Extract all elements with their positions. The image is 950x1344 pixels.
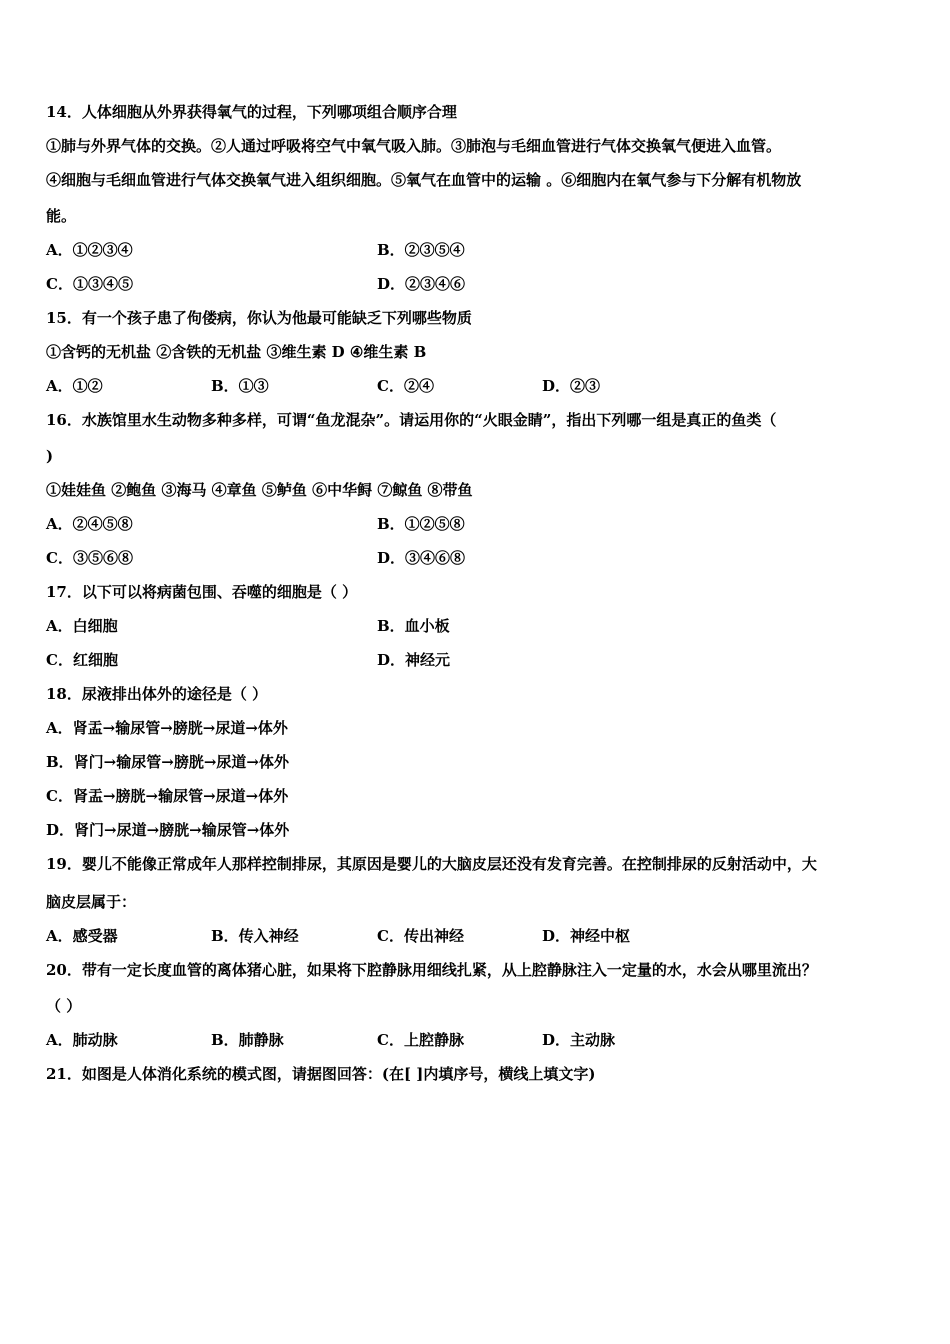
question-17-option-b: B．血小板 [377, 617, 450, 635]
question-20-stem: 20．带有一定长度血管的离体猪心脏，如果将下腔静脉用细线扎紧，从上腔静脉注入一定量的水，水会从哪里流出？ [46, 961, 817, 979]
question-14-option-b: B．②③⑤④ [377, 241, 465, 259]
question-16-line-1: ) [46, 447, 54, 465]
question-19-stem: 19．婴儿不能像正常成年人那样控制排尿，其原因是婴儿的大脑皮层还没有发育完善。在控制排尿的反射活动中，大 [46, 855, 817, 873]
question-19-line-1: 脑皮层属于： [46, 893, 137, 911]
question-14-option-a: A．①②③④ [46, 241, 133, 259]
question-20-option-a: A．肺动脉 [46, 1031, 118, 1049]
question-14-line-1: ①肺与外界气体的交换。②人通过呼吸将空气中氧气吸入肺。③肺泡与毛细血管进行气体交换氧气便进入血管。 [46, 137, 782, 155]
question-18-option-a: A．肾盂→输尿管→膀胱→尿道→体外 [46, 719, 288, 737]
question-15-option-b: B．①③ [211, 377, 269, 395]
question-19-option-c: C．传出神经 [377, 927, 464, 945]
question-17-option-d: D．神经元 [377, 651, 451, 669]
question-18-stem: 18．尿液排出体外的途径是（ ） [46, 685, 268, 703]
question-16-line-2: ①娃娃鱼 ②鲍鱼 ③海马 ④章鱼 ⑤鲈鱼 ⑥中华鲟 ⑦鲸鱼 ⑧带鱼 [46, 481, 473, 499]
question-17-option-a: A．白细胞 [46, 617, 118, 635]
question-21-stem: 21．如图是人体消化系统的模式图，请据图回答：(在[ ]内填序号，横线上填文字) [46, 1065, 596, 1083]
question-14-line-3: 能。 [46, 207, 77, 225]
question-15-stem: 15．有一个孩子患了佝偻病，你认为他最可能缺乏下列哪些物质 [46, 309, 472, 327]
question-16-option-d: D．③④⑥⑧ [377, 549, 466, 567]
question-20-option-c: C．上腔静脉 [377, 1031, 464, 1049]
question-14-line-2: ④细胞与毛细血管进行气体交换氧气进入组织细胞。⑤氧气在血管中的运输 。⑥细胞内在氧气参与下分解有机物放 [46, 171, 802, 189]
question-17-option-c: C．红细胞 [46, 651, 118, 669]
question-16-option-b: B．①②⑤⑧ [377, 515, 465, 533]
question-14-stem: 14．人体细胞从外界获得氧气的过程，下列哪项组合顺序合理 [46, 103, 457, 121]
question-18-option-b: B．肾门→输尿管→膀胱→尿道→体外 [46, 753, 289, 771]
question-18-option-c: C．肾盂→膀胱→输尿管→尿道→体外 [46, 787, 289, 805]
question-16-option-a: A．②④⑤⑧ [46, 515, 133, 533]
question-14-option-d: D．②③④⑥ [377, 275, 466, 293]
question-14-option-c: C．①③④⑤ [46, 275, 133, 293]
question-15-line-1: ①含钙的无机盐 ②含铁的无机盐 ③维生素 D ④维生素 B [46, 343, 427, 361]
question-20-option-d: D．主动脉 [542, 1031, 616, 1049]
question-20-option-b: B．肺静脉 [211, 1031, 284, 1049]
question-16-option-c: C．③⑤⑥⑧ [46, 549, 133, 567]
question-18-option-d: D．肾门→尿道→膀胱→输尿管→体外 [46, 821, 290, 839]
question-15-option-c: C．②④ [377, 377, 434, 395]
question-15-option-a: A．①② [46, 377, 103, 395]
question-17-stem: 17．以下可以将病菌包围、吞噬的细胞是（ ） [46, 583, 358, 601]
question-16-stem: 16．水族馆里水生动物多种多样，可谓“鱼龙混杂”。请运用你的“火眼金睛”，指出下列哪一组是真正的鱼类（ [46, 411, 777, 429]
question-20-line-1: （ ） [46, 997, 82, 1015]
question-19-option-a: A．感受器 [46, 927, 118, 945]
question-19-option-d: D．神经中枢 [542, 927, 631, 945]
question-15-option-d: D．②③ [542, 377, 601, 395]
question-19-option-b: B．传入神经 [211, 927, 299, 945]
